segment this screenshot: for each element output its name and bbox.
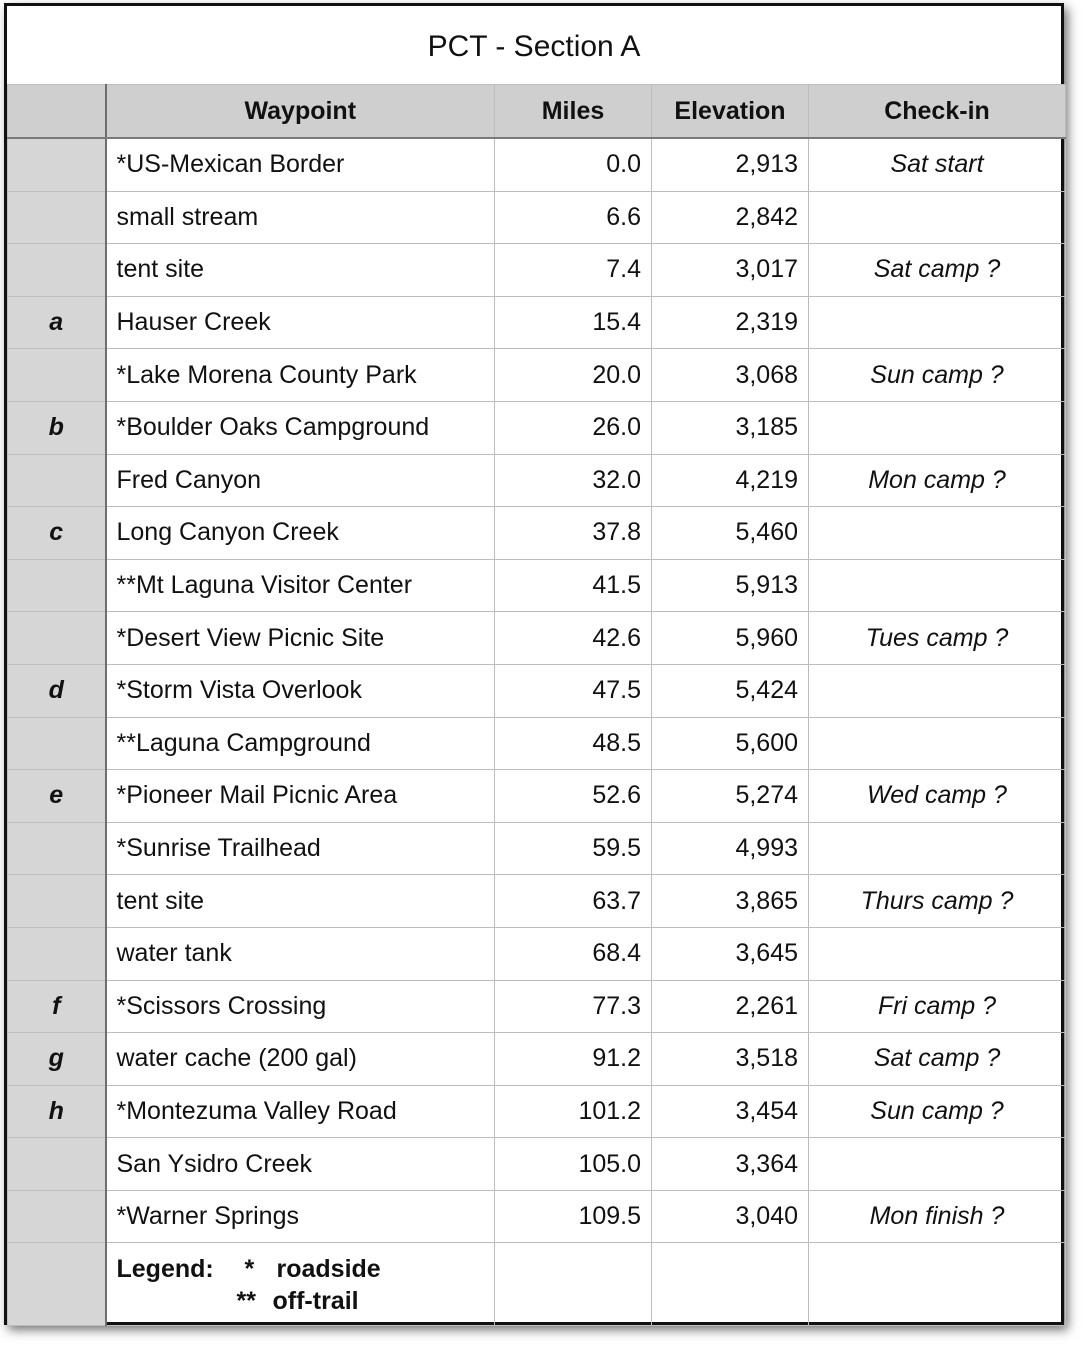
row-label-cell[interactable] — [8, 559, 106, 612]
miles-cell[interactable]: 41.5 — [495, 559, 652, 612]
elevation-cell[interactable]: 4,219 — [652, 454, 809, 507]
checkin-cell[interactable] — [809, 822, 1066, 875]
table-row — [8, 1138, 1066, 1191]
miles-cell[interactable]: 20.0 — [495, 349, 652, 402]
waypoint-cell[interactable]: **Laguna Campground — [106, 717, 495, 770]
waypoint-cell[interactable]: *Storm Vista Overlook — [106, 664, 495, 717]
row-label-cell[interactable]: f — [8, 980, 106, 1033]
row-label-cell[interactable]: e — [8, 770, 106, 823]
row-label-cell[interactable] — [8, 612, 106, 665]
spreadsheet-frame — [4, 3, 1064, 1325]
waypoint-cell[interactable]: Fred Canyon — [106, 454, 495, 507]
miles-cell[interactable]: 52.6 — [495, 770, 652, 823]
waypoint-cell[interactable]: San Ysidro Creek — [106, 1138, 495, 1191]
row-label-cell[interactable]: d — [8, 664, 106, 717]
elevation-cell[interactable]: 2,913 — [652, 138, 809, 191]
table-row — [8, 244, 1066, 297]
elevation-cell[interactable]: 3,865 — [652, 875, 809, 928]
checkin-cell[interactable]: Sun camp ? — [809, 1085, 1066, 1138]
elevation-cell[interactable]: 3,040 — [652, 1190, 809, 1243]
checkin-cell[interactable]: Sat camp ? — [809, 244, 1066, 297]
elevation-cell[interactable]: 5,460 — [652, 507, 809, 560]
miles-cell[interactable]: 109.5 — [495, 1190, 652, 1243]
legend-meaning: roadside — [276, 1255, 381, 1284]
checkin-cell[interactable]: Sun camp ? — [809, 349, 1066, 402]
checkin-cell[interactable]: Wed camp ? — [809, 770, 1066, 823]
miles-cell[interactable]: 15.4 — [495, 296, 652, 349]
waypoint-cell[interactable]: small stream — [106, 191, 495, 244]
header-waypoint[interactable]: Waypoint — [106, 85, 495, 139]
waypoint-cell[interactable]: *US-Mexican Border — [106, 138, 495, 191]
waypoint-cell[interactable]: Long Canyon Creek — [106, 507, 495, 560]
waypoint-cell[interactable]: *Sunrise Trailhead — [106, 822, 495, 875]
header-checkin[interactable]: Check-in — [809, 85, 1066, 139]
checkin-cell[interactable]: Mon camp ? — [809, 454, 1066, 507]
miles-cell[interactable]: 26.0 — [495, 401, 652, 454]
row-label-cell[interactable] — [8, 454, 106, 507]
table-row — [8, 1033, 1066, 1086]
waypoint-cell[interactable]: *Desert View Picnic Site — [106, 612, 495, 665]
table-row — [8, 401, 1066, 454]
elevation-cell[interactable]: 2,261 — [652, 980, 809, 1033]
miles-cell[interactable]: 68.4 — [495, 927, 652, 980]
waypoint-table — [7, 84, 1066, 1326]
table-row — [8, 664, 1066, 717]
waypoint-cell[interactable]: Hauser Creek — [106, 296, 495, 349]
miles-cell[interactable]: 105.0 — [495, 1138, 652, 1191]
checkin-cell[interactable] — [809, 296, 1066, 349]
checkin-cell[interactable]: Sat start — [809, 138, 1066, 191]
miles-cell[interactable]: 32.0 — [495, 454, 652, 507]
empty-cell[interactable] — [652, 1243, 809, 1326]
miles-cell[interactable]: 6.6 — [495, 191, 652, 244]
row-label-cell[interactable] — [8, 1190, 106, 1243]
checkin-cell[interactable] — [809, 559, 1066, 612]
table-row — [8, 980, 1066, 1033]
legend-row — [8, 1243, 1066, 1326]
waypoint-cell[interactable]: *Scissors Crossing — [106, 980, 495, 1033]
legend-symbol: * — [244, 1255, 255, 1284]
table-row — [8, 612, 1066, 665]
miles-cell[interactable]: 77.3 — [495, 980, 652, 1033]
checkin-cell[interactable] — [809, 507, 1066, 560]
legend-label: Legend: — [116, 1255, 214, 1284]
miles-cell[interactable]: 42.6 — [495, 612, 652, 665]
row-label-cell[interactable]: a — [8, 296, 106, 349]
elevation-cell[interactable]: 2,319 — [652, 296, 809, 349]
elevation-cell[interactable]: 4,993 — [652, 822, 809, 875]
legend-symbol: ** — [236, 1287, 256, 1316]
header-miles[interactable]: Miles — [495, 85, 652, 139]
header-elevation[interactable]: Elevation — [652, 85, 809, 139]
legend-line-roadside — [117, 1253, 485, 1285]
miles-cell[interactable]: 7.4 — [495, 244, 652, 297]
header-label[interactable] — [8, 85, 106, 139]
waypoint-cell[interactable]: *Boulder Oaks Campground — [106, 401, 495, 454]
row-label-cell[interactable] — [8, 244, 106, 297]
waypoint-cell[interactable]: water tank — [106, 927, 495, 980]
elevation-cell[interactable]: 5,424 — [652, 664, 809, 717]
row-label-cell[interactable] — [8, 822, 106, 875]
table-row — [8, 559, 1066, 612]
elevation-cell[interactable]: 3,364 — [652, 1138, 809, 1191]
row-label-cell[interactable]: b — [8, 401, 106, 454]
row-label-cell[interactable] — [8, 875, 106, 928]
elevation-cell[interactable]: 3,185 — [652, 401, 809, 454]
waypoint-cell[interactable]: water cache (200 gal) — [106, 1033, 495, 1086]
miles-cell[interactable]: 101.2 — [495, 1085, 652, 1138]
elevation-cell[interactable]: 5,960 — [652, 612, 809, 665]
legend — [117, 1243, 485, 1317]
checkin-cell[interactable] — [809, 927, 1066, 980]
row-label-cell[interactable] — [8, 1138, 106, 1191]
waypoint-cell[interactable]: *Montezuma Valley Road — [106, 1085, 495, 1138]
table-row — [8, 770, 1066, 823]
table-row — [8, 717, 1066, 770]
row-label-cell[interactable] — [8, 191, 106, 244]
legend-cell[interactable] — [106, 1243, 495, 1326]
waypoint-cell[interactable]: *Lake Morena County Park — [106, 349, 495, 402]
checkin-cell[interactable] — [809, 191, 1066, 244]
checkin-cell[interactable]: Thurs camp ? — [809, 875, 1066, 928]
table-row — [8, 1085, 1066, 1138]
waypoint-cell[interactable]: tent site — [106, 875, 495, 928]
checkin-cell[interactable] — [809, 401, 1066, 454]
row-label-cell[interactable] — [8, 717, 106, 770]
elevation-cell[interactable]: 3,645 — [652, 927, 809, 980]
row-label-cell[interactable] — [8, 138, 106, 191]
row-label-cell[interactable] — [8, 1243, 106, 1326]
row-label-cell[interactable]: g — [8, 1033, 106, 1086]
table-row — [8, 296, 1066, 349]
checkin-cell[interactable]: Mon finish ? — [809, 1190, 1066, 1243]
empty-cell[interactable] — [809, 1243, 1066, 1326]
checkin-cell[interactable]: Sat camp ? — [809, 1033, 1066, 1086]
elevation-cell[interactable]: 3,017 — [652, 244, 809, 297]
header-row — [8, 85, 1066, 139]
table-row — [8, 349, 1066, 402]
elevation-cell[interactable]: 5,274 — [652, 770, 809, 823]
legend-meaning: off-trail — [272, 1287, 359, 1316]
elevation-cell[interactable]: 5,913 — [652, 559, 809, 612]
waypoint-cell[interactable]: **Mt Laguna Visitor Center — [106, 559, 495, 612]
row-label-cell[interactable] — [8, 349, 106, 402]
miles-cell[interactable]: 37.8 — [495, 507, 652, 560]
miles-cell[interactable]: 63.7 — [495, 875, 652, 928]
table-row — [8, 454, 1066, 507]
elevation-cell[interactable]: 3,454 — [652, 1085, 809, 1138]
miles-cell[interactable]: 59.5 — [495, 822, 652, 875]
checkin-cell[interactable]: Fri camp ? — [809, 980, 1066, 1033]
miles-cell[interactable]: 47.5 — [495, 664, 652, 717]
elevation-cell[interactable]: 3,068 — [652, 349, 809, 402]
legend-line-offtrail — [117, 1285, 485, 1317]
checkin-cell[interactable]: Tues camp ? — [809, 612, 1066, 665]
checkin-cell[interactable] — [809, 1138, 1066, 1191]
miles-cell[interactable]: 91.2 — [495, 1033, 652, 1086]
table-row — [8, 507, 1066, 560]
waypoint-cell[interactable]: *Warner Springs — [106, 1190, 495, 1243]
row-label-cell[interactable] — [8, 927, 106, 980]
table-row — [8, 875, 1066, 928]
row-label-cell[interactable]: h — [8, 1085, 106, 1138]
table-row — [8, 822, 1066, 875]
waypoint-cell[interactable]: tent site — [106, 244, 495, 297]
checkin-cell[interactable] — [809, 717, 1066, 770]
table-row — [8, 1190, 1066, 1243]
miles-cell[interactable]: 0.0 — [495, 138, 652, 191]
checkin-cell[interactable] — [809, 664, 1066, 717]
empty-cell[interactable] — [495, 1243, 652, 1326]
elevation-cell[interactable]: 3,518 — [652, 1033, 809, 1086]
elevation-cell[interactable]: 5,600 — [652, 717, 809, 770]
miles-cell[interactable]: 48.5 — [495, 717, 652, 770]
table-row — [8, 927, 1066, 980]
elevation-cell[interactable]: 2,842 — [652, 191, 809, 244]
waypoint-cell[interactable]: *Pioneer Mail Picnic Area — [106, 770, 495, 823]
row-label-cell[interactable]: c — [8, 507, 106, 560]
sheet-title: PCT - Section A — [427, 30, 641, 63]
table-row — [8, 191, 1066, 244]
table-row — [8, 138, 1066, 191]
